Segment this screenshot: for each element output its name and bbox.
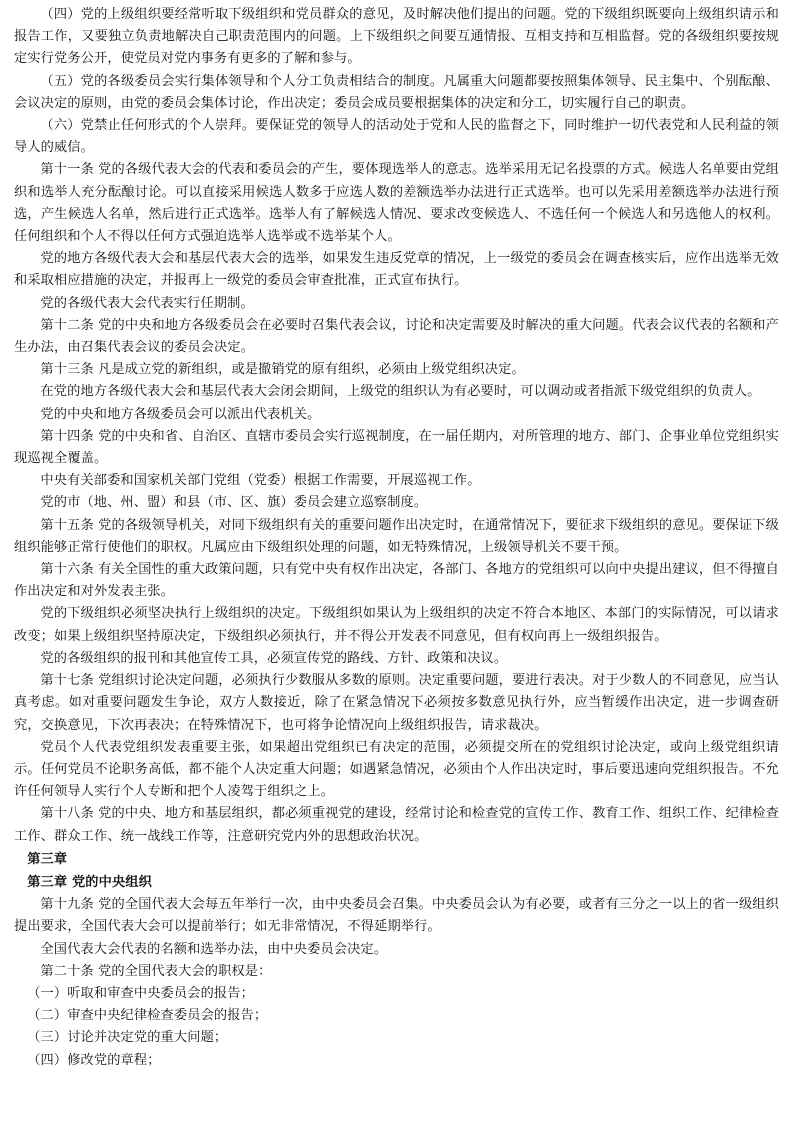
paragraph-article-18: 第十八条 党的中央、地方和基层组织，都必须重视党的建设，经常讨论和检查党的宣传工作、教育工作、组织工作、纪律检查工作、群众工作、统一战线工作等，注意研究党内外的思想政治状况。	[14, 806, 779, 844]
list-item: （四）修改党的章程；	[27, 1052, 161, 1068]
paragraph: 党的各级代表大会代表实行任期制。	[40, 295, 254, 311]
paragraph-article-17: 第十七条 党组织讨论决定问题，必须执行少数服从多数的原则。决定重要问题，要进行表决。对于少数人的不同意见，应当认真考虑。如对重要问题发生争论，双方人数接近，除了在紧急情况下必须按多数意见执行外，应当暂缓作出决定，进一步调查研究，交换意见，下次再表决；在特殊情况下，也可将争论情况向上级组织报告，请求裁决。	[14, 673, 779, 733]
chapter-title: 第三章 党的中央组织	[27, 874, 152, 890]
paragraph: 党的下级组织必须坚决执行上级组织的决定。下级组织如果认为上级组织的决定不符合本地区、本部门的实际情况，可以请求改变；如果上级组织坚持原决定，下级组织必须执行，并不得公开发表不同意见，但有权向再上一级组织报告。	[14, 606, 779, 644]
paragraph: 在党的地方各级代表大会和基层代表大会闭会期间，上级党的组织认为有必要时，可以调动或者指派下级党组织的负责人。	[40, 384, 761, 400]
paragraph: （四）党的上级组织要经常听取下级组织和党员群众的意见，及时解决他们提出的问题。党的下级组织既要向上级组织请示和报告工作，又要独立负责地解决自己职责范围内的问题。上下级组织之间要互通情报、互相支持和互相监督。党的各级组织要按规定实行党务公开，使党员对党内事务有更多的了解和参与。	[14, 7, 779, 67]
paragraph-article-13: 第十三条 凡是成立党的新组织，或是撤销党的原有组织，必须由上级党组织决定。	[40, 362, 525, 378]
paragraph-article-14: 第十四条 党的中央和省、自治区、直辖市委员会实行巡视制度，在一届任期内，对所管理的地方、部门、企事业单位党组织实现巡视全覆盖。	[14, 428, 779, 467]
paragraph: （五）党的各级委员会实行集体领导和个人分工负责相结合的制度。凡属重大问题都要按照集体领导、民主集中、个别酝酿、会议决定的原则，由党的委员会集体讨论，作出决定；委员会成员要根据集体的决定和分工，切实履行自己的职责。	[14, 73, 779, 111]
paragraph-article-11: 第十一条 党的各级代表大会的代表和委员会的产生，要体现选举人的意志。选举采用无记名投票的方式。候选人名单要由党组织和选举人充分酝酿讨论。可以直接采用候选人数多于应选人数的差额选举办法进行正式选举。也可以先采用差额选举办法进行预选，产生候选人名单，然后进行正式选举。选举人有了解候选人情况、要求改变候选人、不选任何一个候选人和另选他人的权利。任何组织和个人不得以任何方式强迫选举人选举或不选举某个人。	[14, 162, 779, 245]
list-item: （一）听取和审查中央委员会的报告；	[27, 985, 254, 1001]
list-item: （二）审查中央纪律检查委员会的报告；	[27, 1008, 268, 1024]
paragraph-article-19: 第十九条 党的全国代表大会每五年举行一次，由中央委员会召集。中央委员会认为有必要，或者有三分之一以上的省一级组织提出要求，全国代表大会可以提前举行；如无非常情况，不得延期举行。	[14, 897, 779, 935]
paragraph: 党的地方各级代表大会和基层代表大会的选举，如果发生违反党章的情况，上一级党的委员会在调查核实后，应作出选举无效和采取相应措施的决定，并报再上一级党的委员会审查批准，正式宣布执行。	[14, 251, 779, 289]
paragraph: 党的市（地、州、盟）和县（市、区、旗）委员会建立巡察制度。	[40, 495, 428, 511]
paragraph: 全国代表大会代表的名额和选举办法，由中央委员会决定。	[40, 941, 388, 957]
paragraph-article-20: 第二十条 党的全国代表大会的职权是：	[40, 963, 272, 979]
paragraph-article-16: 第十六条 有关全国性的重大政策问题，只有党中央有权作出决定，各部门、各地方的党组织可以向中央提出建议，但不得擅自作出决定和对外发表主张。	[14, 562, 779, 600]
paragraph-article-15: 第十五条 党的各级领导机关，对同下级组织有关的重要问题作出决定时，在通常情况下，要征求下级组织的意见。要保证下级组织能够正常行使他们的职权。凡属应由下级组织处理的问题，如无特殊情况，上级领导机关不要干预。	[14, 517, 779, 555]
list-item: （三）讨论并决定党的重大问题；	[27, 1030, 228, 1046]
chapter-heading: 第三章	[27, 851, 68, 867]
paragraph: （六）党禁止任何形式的个人崇拜。要保证党的领导人的活动处于党和人民的监督之下，同时维护一切代表党和人民利益的领导人的威信。	[14, 118, 779, 156]
paragraph: 党的各级组织的报刊和其他宣传工具，必须宣传党的路线、方针、政策和决议。	[40, 650, 508, 666]
paragraph: 党员个人代表党组织发表重要主张，如果超出党组织已有决定的范围，必须提交所在的党组织讨论决定，或向上级党组织请示。任何党员不论职务高低，都不能个人决定重大问题；如遇紧急情况，必须由个人作出决定时，事后要迅速向党组织报告。不允许任何领导人实行个人专断和把个人凌驾于组织之上。	[14, 739, 779, 800]
paragraph: 党的中央和地方各级委员会可以派出代表机关。	[40, 406, 321, 422]
paragraph-article-12: 第十二条 党的中央和地方各级委员会在必要时召集代表会议，讨论和决定需要及时解决的重大问题。代表会议代表的名额和产生办法，由召集代表会议的委员会决定。	[14, 317, 779, 356]
paragraph: 中央有关部委和国家机关部门党组（党委）根据工作需要，开展巡视工作。	[40, 473, 481, 489]
